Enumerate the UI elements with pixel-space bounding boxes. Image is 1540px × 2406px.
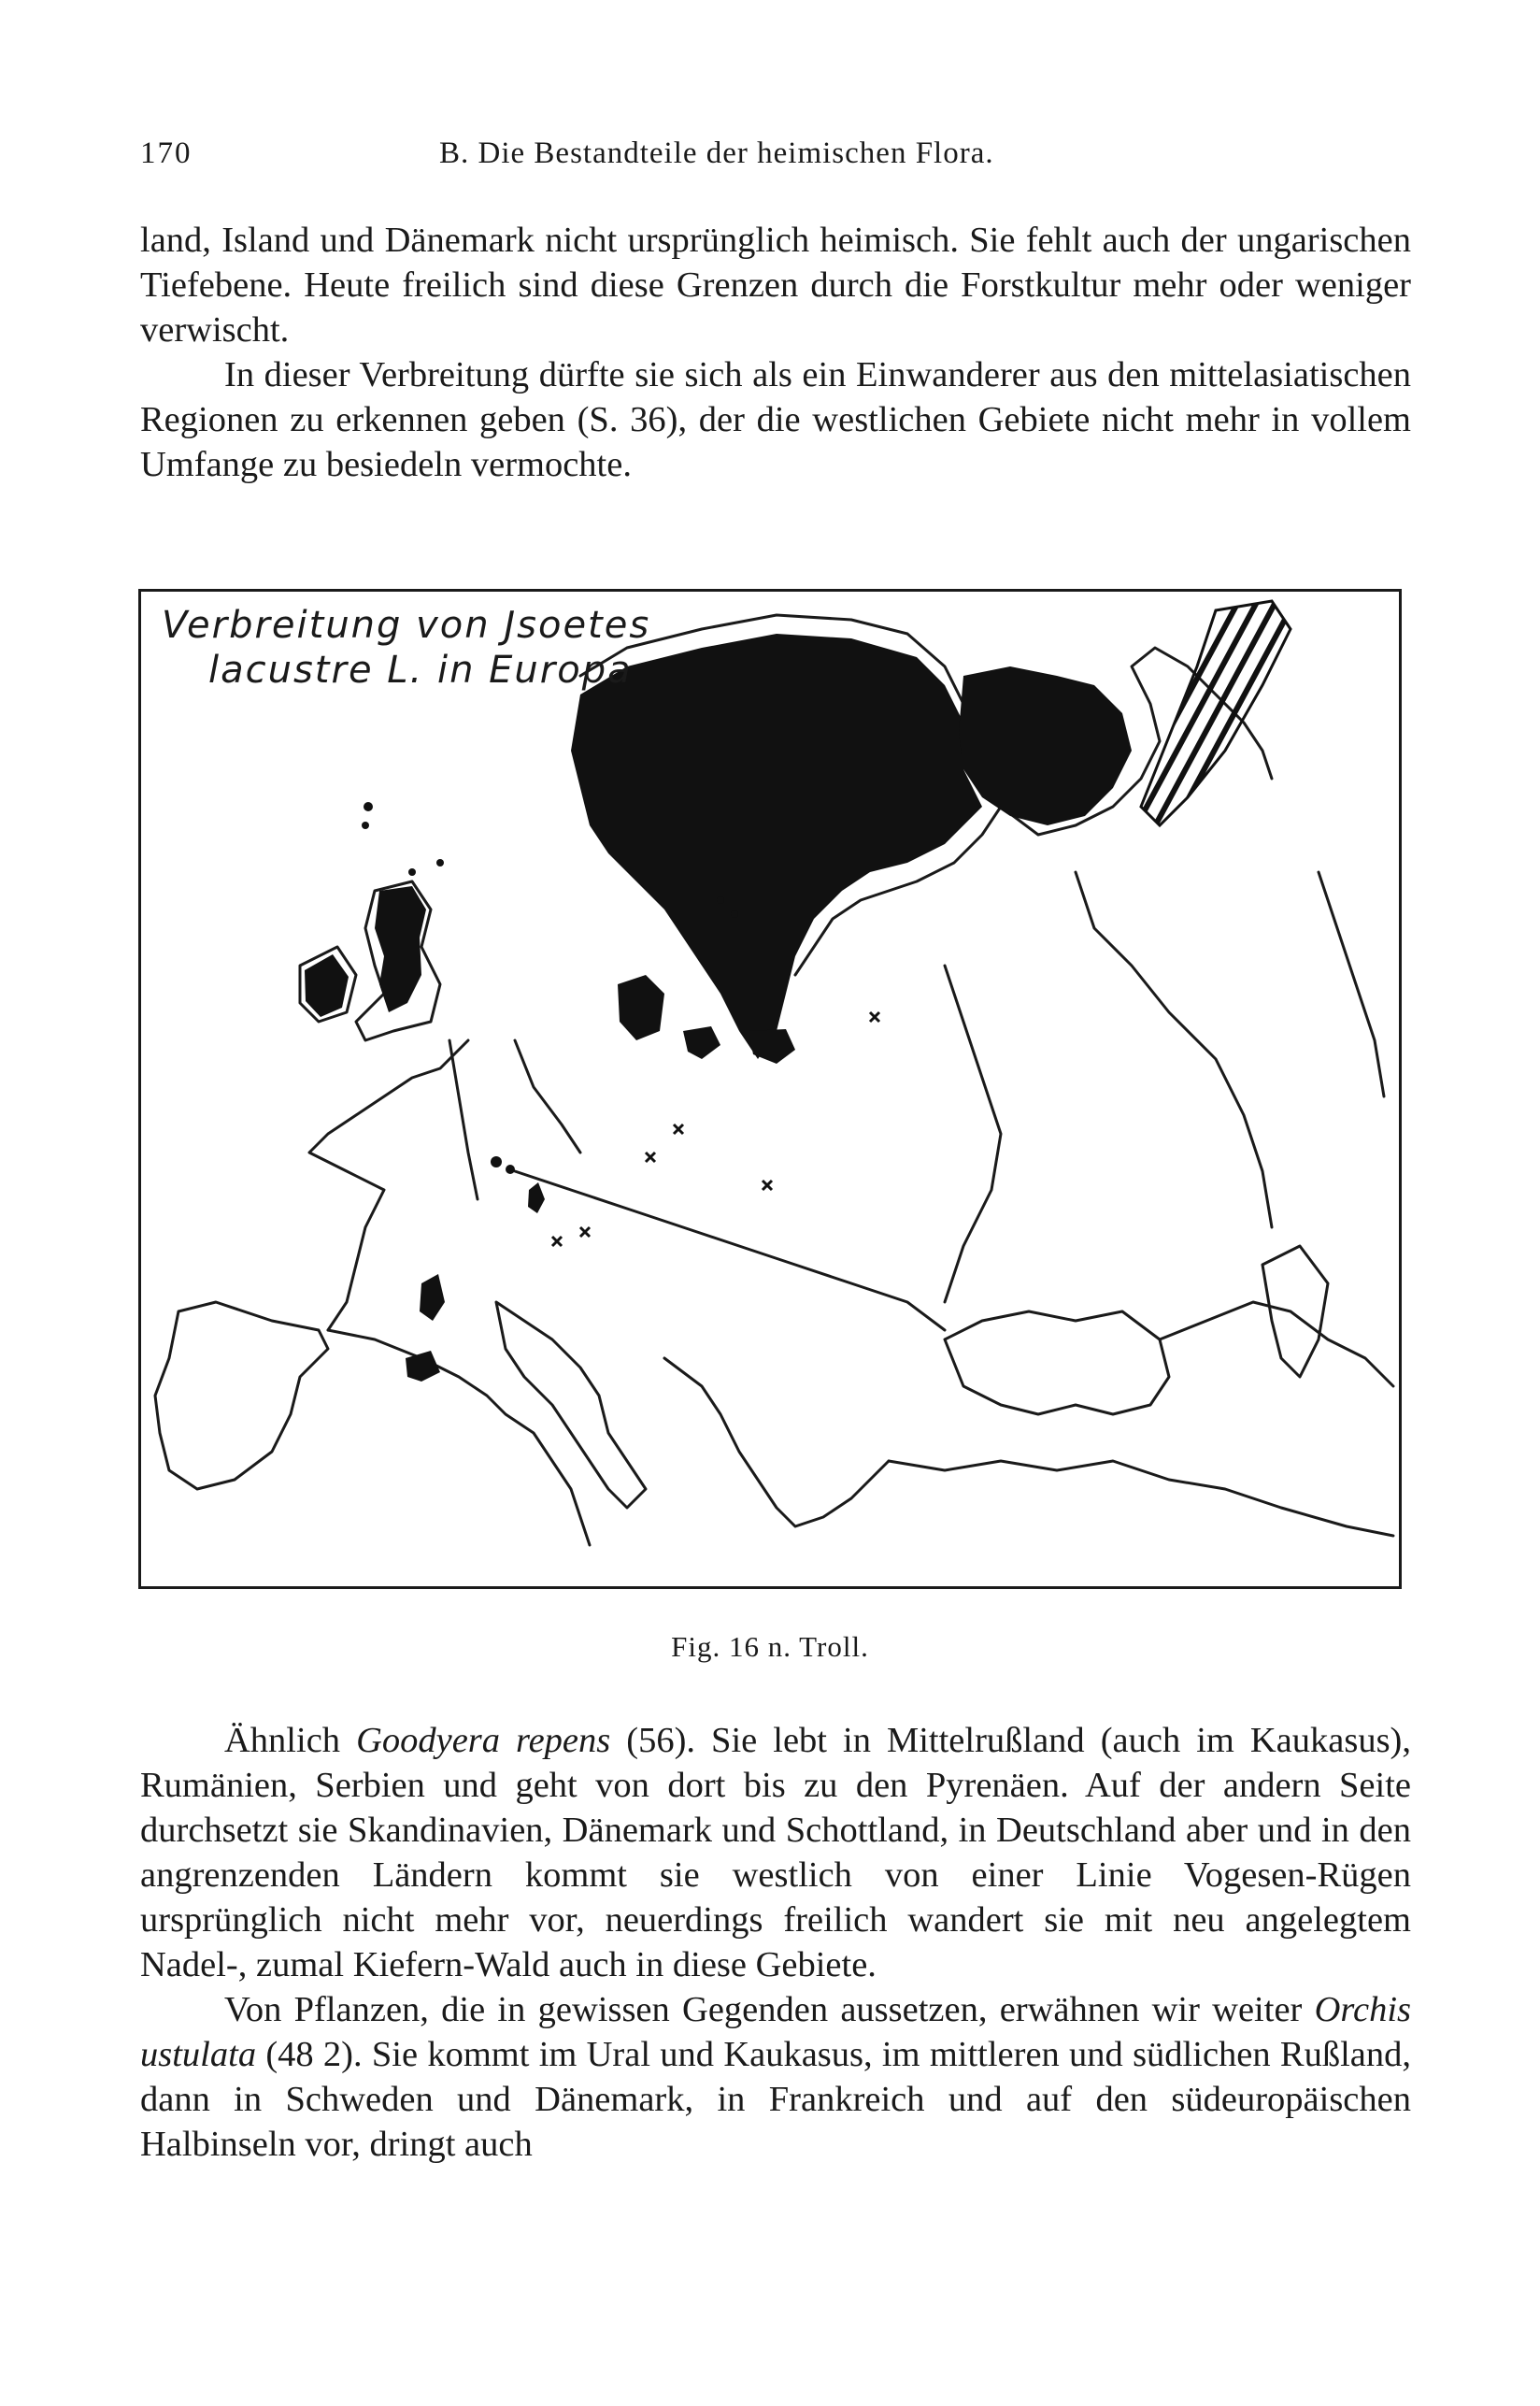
river-elbe (515, 1040, 580, 1153)
species-orchis-ustulata: Orchis ustulata (140, 1990, 1411, 2074)
p4-body: (48 2). Sie kommt im Ural und Kaukasus, im mittleren und südlichen Rußland, dann in Schweden und Dänemark, in Frankreich und auf den südeuropäischen Halbinseln vor, dringt auch (140, 2035, 1411, 2164)
med-coast (328, 1330, 590, 1545)
page-number: 170 (140, 136, 192, 170)
ural-line (1319, 872, 1384, 1096)
black-sea (945, 1311, 1169, 1414)
x-marker (552, 1237, 562, 1246)
scattered-spot (506, 1165, 515, 1174)
balkan-coast (664, 1358, 889, 1526)
hatched-area (1113, 592, 1356, 835)
scattered-spot (364, 802, 373, 811)
x-marker (674, 1124, 683, 1134)
bottom-text (140, 1718, 1411, 2167)
scotland-range (375, 886, 426, 1012)
paragraph-goodyera (140, 1718, 1411, 1987)
x-marker (763, 1181, 772, 1190)
italy-coast (496, 1302, 646, 1508)
scattered-spot (408, 868, 416, 876)
finland-range (959, 666, 1132, 825)
running-head (140, 136, 1411, 183)
p3-lead: Ähnlich (224, 1721, 357, 1760)
scattered-spot (436, 859, 444, 866)
massif-central-spot (420, 1274, 445, 1321)
scattered-spot (362, 822, 369, 829)
ireland-range (305, 954, 349, 1017)
running-head-title: B. Die Bestandteile der heimischen Flora. (439, 136, 994, 170)
top-text (140, 218, 1411, 487)
map-title-line-1: Verbreitung von Jsoetes (162, 604, 651, 647)
distribution-areas (305, 634, 1132, 1382)
scattered-spot (731, 910, 738, 918)
p3-body: (56). Sie lebt in Mittelrußland (auch im Kaukasus), Rumänien, Serbien und geht von dort bis zu den Pyrenäen. Auf der andern Seite durchsetzt sie Skandinavien, Dänemark und Schottland, in Deutschland aber und in den angrenzenden Ländern kommt sie westlich von einer Linie Vogesen-Rügen ursprünglich nicht mehr vor, neuerdings freilich wandert sie mit neu angelegtem Nadel-, zumal Kiefern-Wald auch in diese Gebiete. (140, 1721, 1411, 1984)
scattered-spot (717, 896, 724, 904)
paragraph-continuation: land, Island und Dänemark nicht ursprünglich heimisch. Sie fehlt auch der ungarischen Tiefebene. Heute freilich sind diese Grenzen durch die Forstkultur mehr oder weniger verwischt. (140, 221, 1411, 350)
scattered-spot (491, 1156, 502, 1167)
map-title (162, 603, 650, 693)
paragraph-orchis (140, 1987, 1411, 2167)
x-marker (870, 1012, 879, 1022)
river-rhine (449, 1040, 478, 1199)
pomerania-range (749, 1029, 795, 1064)
x-marker (646, 1153, 655, 1162)
europe-map (141, 592, 1399, 1586)
species-goodyera-repens: Goodyera repens (356, 1721, 611, 1760)
caspian-sea (1262, 1246, 1328, 1377)
map-title-line-2: lacustre L. in Europa (208, 649, 633, 692)
p4-lead: Von Pflanzen, die in gewissen Gegenden aussetzen, erwähnen wir weiter (224, 1990, 1315, 2029)
x-marker (580, 1227, 590, 1237)
anatolia-coast (889, 1461, 1393, 1536)
france-coast (309, 1040, 468, 1330)
river-danube (515, 1171, 945, 1330)
iberia-coast (155, 1302, 328, 1489)
vosges-spot (528, 1182, 545, 1213)
river-volga (1076, 872, 1272, 1227)
paragraph-einwanderer: In dieser Verbreitung dürfte sie sich als ein Einwanderer aus den mittelasiatischen Regionen zu erkennen geben (S. 36), der die westlichen Gebiete nicht mehr in vollem Umfange zu besiedeln vermochte. (140, 355, 1411, 484)
distribution-map-figure (138, 589, 1402, 1589)
denmark-range (618, 975, 664, 1040)
figure-caption: Fig. 16 n. Troll. (671, 1630, 869, 1663)
north-germany-range (683, 1026, 720, 1059)
river-dnieper (945, 966, 1001, 1302)
